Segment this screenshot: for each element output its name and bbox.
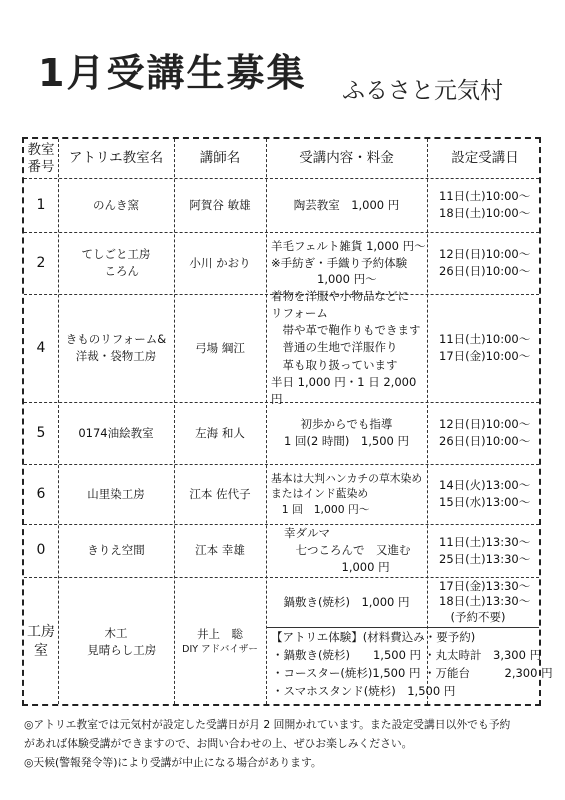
course-dates: 17日(金)13:30～ 18日(土)13:30～ (予約不要) bbox=[439, 578, 531, 624]
course-dates: 14日(火)13:00～ 15日(水)13:00～ bbox=[439, 478, 531, 509]
row-number: 6 bbox=[36, 485, 46, 502]
course-content: 着物を洋服や小物品などに リフォーム 帯や革で鞄作りもできます 普通の生地で洋服作り 革も取り扱っています 半日 1,000 円・1 日 2,000 円 bbox=[271, 288, 421, 407]
course-content: 羊毛フェルト雑貨 1,000 円～ ※手紡ぎ・手織り予約体験 1,000 円～ bbox=[271, 238, 426, 287]
note-line: があれば体験受講ができますので、お問い合わせの上、ぜひお楽しみください。 bbox=[24, 736, 413, 750]
course-content: 基本は大判ハンカチの草木染め またはインド藍染め 1 回 1,000 円～ bbox=[271, 471, 423, 516]
teacher-name: 弓場 綱江 bbox=[195, 340, 245, 355]
experience-item: ・万能台 2,300 円 bbox=[424, 665, 553, 680]
course-dates: 11日(土)13:30～ 25日(土)13:30～ bbox=[439, 534, 531, 566]
header-room-number: 教室 番号 bbox=[27, 141, 55, 175]
header-atelier-name: アトリエ教室名 bbox=[68, 149, 164, 166]
atelier-name: てしごと工房 ころん bbox=[81, 247, 151, 278]
row-number: 4 bbox=[36, 339, 46, 356]
footer-notes bbox=[24, 716, 544, 773]
page-title: 1月受講生募集 bbox=[38, 51, 307, 95]
course-dates: 11日(土)10:00～ 17日(金)10:00～ bbox=[439, 332, 531, 363]
course-content: 幸ダルマ 七つころんで 又進む 1,000 円 bbox=[284, 526, 411, 574]
experience-item: ・鍋敷き(焼杉) 1,500 円 bbox=[272, 648, 422, 662]
teacher-name: 江本 佐代子 bbox=[189, 486, 251, 501]
atelier-name: 0174油絵教室 bbox=[78, 425, 154, 440]
atelier-name: 山里染工房 bbox=[87, 486, 145, 501]
header-dates: 設定受講日 bbox=[451, 149, 519, 166]
atelier-name: きものリフォーム& 洋裁・袋物工房 bbox=[65, 332, 167, 363]
course-content: 初歩からでも指導 1 回(2 時間) 1,500 円 bbox=[284, 417, 409, 448]
atelier-name: のんき窯 bbox=[93, 197, 139, 212]
course-dates: 12日(日)10:00～ 26日(日)10:00～ bbox=[439, 417, 531, 448]
schedule-table bbox=[22, 137, 553, 706]
atelier-name: きりえ空間 bbox=[87, 543, 145, 558]
teacher-name bbox=[174, 577, 266, 706]
experience-item: ・コースター(焼杉)1,500 円 bbox=[272, 665, 421, 680]
teacher-name: 江本 幸雄 bbox=[195, 543, 245, 558]
course-content: 鍋敷き(焼杉) 1,000 円 bbox=[283, 594, 410, 609]
note-line: ◎アトリエ教室では元気村が設定した受講日が月 2 回開かれています。また設定受講日以外でも予約 bbox=[24, 718, 511, 731]
teacher-name: 阿賀谷 敏雄 bbox=[189, 197, 251, 212]
atelier-name: 木工 見晴らし工房 bbox=[87, 625, 157, 657]
note-line: ◎天候(警報発令等)により受講が中止になる場合があります。 bbox=[24, 755, 322, 769]
organization-name: ふるさと元気村 bbox=[342, 78, 503, 104]
row-number: 工房 室 bbox=[27, 624, 55, 659]
course-dates: 12日(日)10:00～ 26日(日)10:00～ bbox=[439, 247, 531, 278]
header-teacher: 講師名 bbox=[199, 149, 241, 166]
header-content-fee: 受講内容・料金 bbox=[299, 149, 394, 166]
row-number: 2 bbox=[36, 254, 46, 271]
teacher-role: DIY アドバイザー bbox=[182, 644, 258, 655]
experience-list bbox=[272, 647, 553, 700]
experience-title: 【アトリエ体験】(材料費込み・要予約) bbox=[271, 629, 476, 644]
experience-item: ・丸太時計 3,300 円 bbox=[424, 648, 542, 662]
row-number: 5 bbox=[36, 424, 46, 441]
teacher-name: 小川 かおり bbox=[189, 255, 251, 270]
experience-item bbox=[424, 683, 524, 701]
experience-item: ・スマホスタンド(焼杉) 1,500 円 bbox=[272, 683, 456, 698]
course-content: 陶芸教室 1,000 円 bbox=[293, 197, 400, 212]
teacher-name-text: 井上 聡 bbox=[197, 626, 243, 641]
course-dates: 11日(土)10:00～ 18日(土)10:00～ bbox=[439, 189, 531, 220]
row-number: 1 bbox=[36, 196, 46, 213]
teacher-name: 左海 和人 bbox=[195, 425, 245, 440]
row-number: 0 bbox=[36, 542, 46, 559]
